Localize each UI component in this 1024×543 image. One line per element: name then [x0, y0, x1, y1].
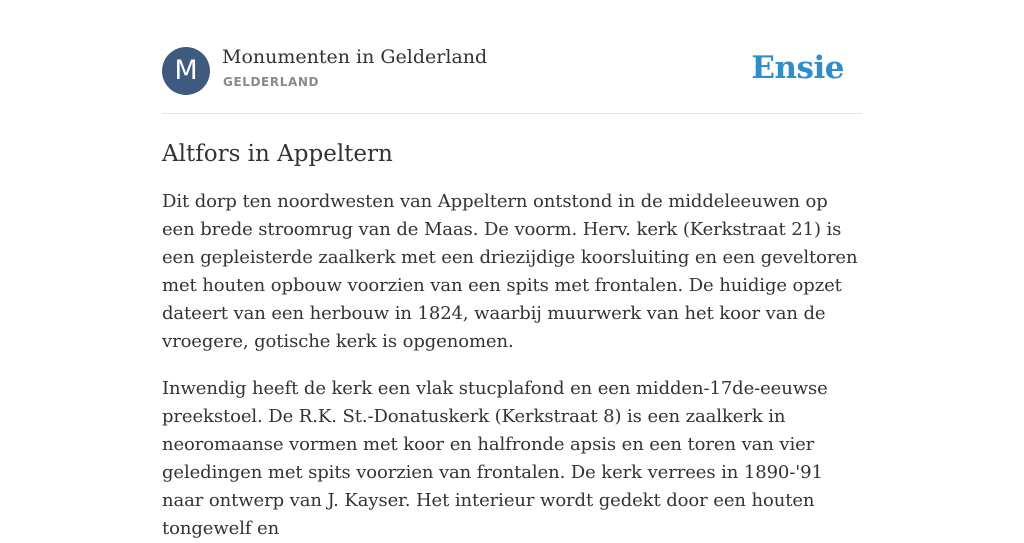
source-title-link[interactable]: Monumenten in Gelderland — [222, 46, 488, 68]
article-title: Altfors in Appeltern — [162, 141, 393, 167]
article-paragraph: Inwendig heeft de kerk een vlak stucplafond en een midden-17de-eeuwse preekstoel. De R.K. St.-Donatuskerk (Kerkstraat 8) is een zaalkerk in neoromaanse vormen met koor en halfronde apsis en een toren van vier geledingen met spits voorzien van frontalen. De kerk verrees in 1890-'91 naar ontwerp van J. Kayser. Het interieur wordt gedekt door een houten tongewelf en — [162, 378, 828, 539]
source-avatar[interactable]: M — [162, 47, 210, 95]
ensie-logo[interactable]: Ensie — [751, 50, 844, 86]
article-paragraph: Dit dorp ten noordwesten van Appeltern ontstond in de middeleeuwen op een brede stroomrug van de Maas. De voorm. Herv. kerk (Kerkstraat 21) is een gepleisterde zaalkerk met een driezijdige koorsluiting en een geveltoren met houten opbouw voorzien van een spits met frontalen. De huidige opzet dateert van een herbouw in 1824, waarbij muurwerk van het koor van de vroegere, gotische kerk is opgenomen. — [162, 191, 858, 352]
page-header — [162, 0, 862, 114]
source-subtitle-link[interactable]: GELDERLAND — [223, 75, 320, 89]
content-container — [162, 0, 862, 543]
